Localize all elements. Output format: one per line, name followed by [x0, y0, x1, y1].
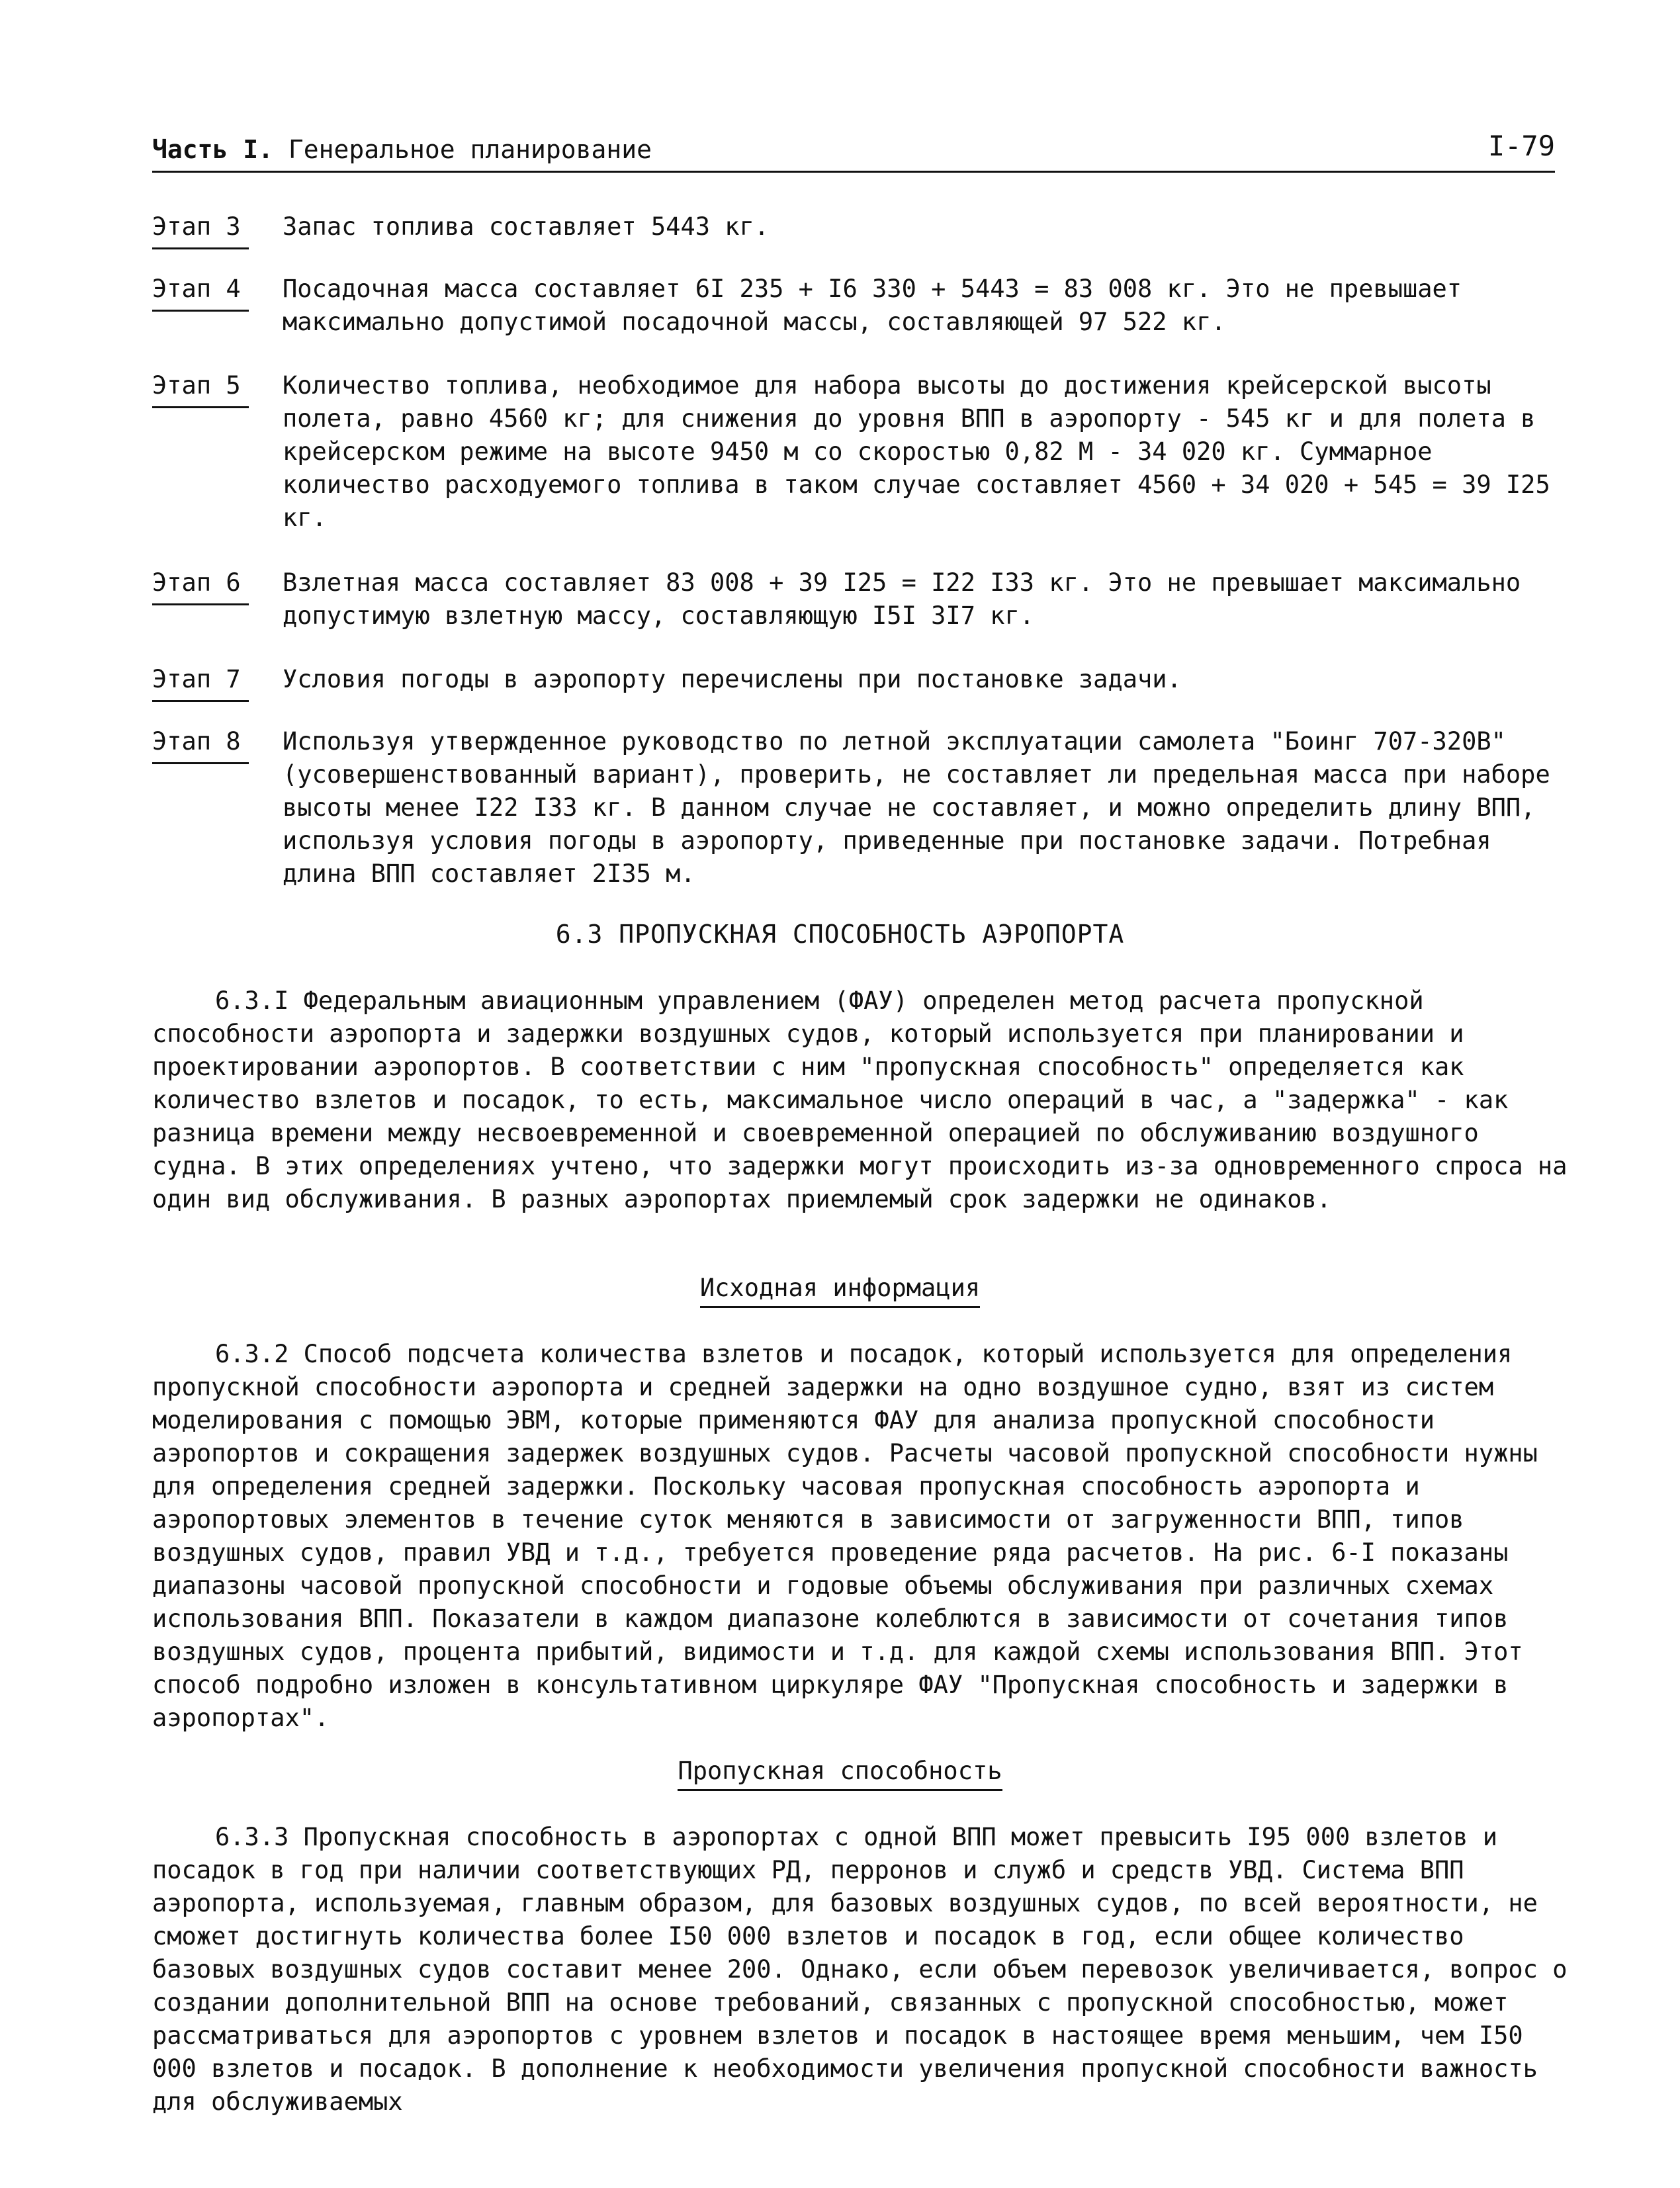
section-title: 6.3 ПРОПУСКНАЯ СПОСОБНОСТЬ АЭРОПОРТА	[555, 920, 1125, 949]
step-label: Этап 3	[152, 210, 251, 243]
step-label: Этап 8	[152, 725, 251, 758]
header-title	[152, 135, 652, 164]
paragraph-6-3-3: 6.3.3 Пропускная способность в аэропортах с одной ВПП может превысить I95 000 взлетов и посадок в год при наличии соответствующих РД, перронов и служб и средств УВД. Система ВПП аэропорта, используемая, главным образом, для базовых воздушных судов, по всей вероятности, не сможет достигнуть количества более I50 000 взлетов и посадок в год, если общее количество базовых воздушных судов составит менее 200. Однако, если объем перевозок увеличивается, вопрос о создании дополнительной ВПП на основе требований, связанных с пропускной способностью, может рассматриваться для аэропортов с уровнем взлетов и посадок в настоящее время меньшим, чем I50 000 взлетов и посадок. В дополнение к необходимости увеличения пропускной способности важность для обслуживаемых	[152, 1823, 1568, 2116]
step-text: Количество топлива, необходимое для набора высоты до достижения крейсерской высоты полета, равно 4560 кг; для снижения до уровня ВПП в аэропорту - 545 кг и для полета в крейсерском режиме на высоте 9450 м со скоростью 0,82 М - 34 020 кг. Суммарное количество расходуемого топлива в таком случае составляет 4560 + 34 020 + 545 = 39 I25 кг.	[283, 371, 1550, 532]
page-number: I-79	[1487, 130, 1555, 162]
step-text: Запас топлива составляет 5443 кг.	[283, 212, 770, 241]
header-part: Часть I.	[152, 135, 274, 164]
subhead-initial-info	[0, 1274, 1680, 1302]
subhead-text: Пропускная способность	[678, 1757, 1002, 1791]
step-label: Этап 7	[152, 663, 251, 696]
step-text: Посадочная масса составляет 6I 235 + I6 330 + 5443 = 83 008 кг. Это не превышает максимально допустимой посадочной массы, составляющей 97 522 кг.	[283, 275, 1462, 336]
step-label: Этап 6	[152, 566, 251, 599]
step-text: Условия погоды в аэропорту перечислены при постановке задачи.	[283, 665, 1182, 693]
step-label: Этап 4	[152, 273, 251, 306]
step-text: Взлетная масса составляет 83 008 + 39 I25 = I22 I33 кг. Это не превышает максимально допустимую взлетную массу, составляющую I5I 3I7 кг.	[283, 568, 1521, 630]
header-section-title: Генеральное планирование	[288, 135, 652, 164]
subhead-capacity	[0, 1757, 1680, 1785]
subhead-text: Исходная информация	[700, 1274, 980, 1308]
paragraph-6-3-2: 6.3.2 Способ подсчета количества взлетов и посадок, который используется для определения пропускной способности аэропорта и средней задержки на одно воздушное судно, взят из систем моделирования с помощью ЭВМ, которые применяются ФАУ для анализа пропускной способности аэропортов и сокращения задержек воздушных судов. Расчеты часовой пропускной способности нужны для определения средней задержки. Поскольку часовая пропускная способность аэропорта и аэропортовых элементов в течение суток меняются в зависимости от загруженности ВПП, типов воздушных судов, правил УВД и т.д., требуется проведение ряда расчетов. На рис. 6-I показаны диапазоны часовой пропускной способности и годовые объемы обслуживания при различных схемах использования ВПП. Показатели в каждом диапазоне колеблются в зависимости от сочетания типов воздушных судов, процента прибытий, видимости и т.д. для каждой схемы использования ВПП. Этот способ подробно изложен в консультативном циркуляре ФАУ "Пропускная способность и задержки в аэропортах".	[152, 1340, 1538, 1732]
step-text: Используя утвержденное руководство по летной эксплуатации самолета "Боинг 707-320В" (усовершенствованный вариант), проверить, не составляет ли предельная масса при наборе высоты менее I22 I33 кг. В данном случае не составляет, и можно определить длину ВПП, используя условия погоды в аэропорту, приведенные при постановке задачи. Потребная длина ВПП составляет 2I35 м.	[283, 727, 1550, 888]
page-header	[152, 130, 1555, 173]
paragraph-6-3-1: 6.3.I Федеральным авиационным управлением (ФАУ) определен метод расчета пропускной способности аэропорта и задержки воздушных судов, который используется при планировании и проектировании аэропортов. В соответствии с ним "пропускная способность" определяется как количество взлетов и посадок, то есть, максимальное число операций в час, а "задержка" - как разница времени между несвоевременной и своевременной операцией по обслуживанию воздушного судна. В этих определениях учтено, что задержки могут происходить из-за одновременного спроса на один вид обслуживания. В разных аэропортах приемлемый срок задержки не одинаков.	[152, 986, 1568, 1213]
step-label: Этап 5	[152, 369, 251, 402]
